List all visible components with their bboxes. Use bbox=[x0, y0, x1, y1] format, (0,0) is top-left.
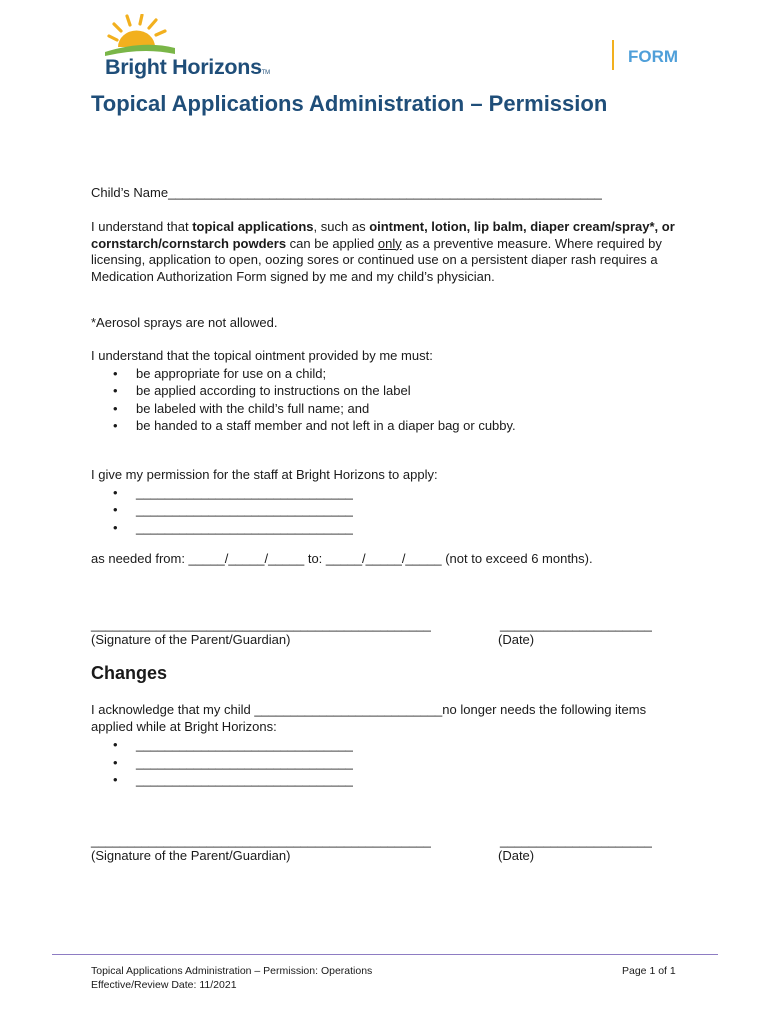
changes-acknowledgement: I acknowledge that my child __________________________no longer needs the following items applied while at Bright Horizons: bbox=[91, 702, 647, 734]
permission-blank[interactable]: • ______________________________ bbox=[113, 519, 353, 535]
changes-blank[interactable]: • ______________________________ bbox=[113, 772, 353, 787]
footer-document-name: Topical Applications Administration – Permission: Operations bbox=[91, 965, 373, 977]
footer-info bbox=[91, 964, 372, 992]
permission-intro: I give my permission for the staff at Bright Horizons to apply: bbox=[91, 467, 438, 482]
page-title: Topical Applications Administration – Permission bbox=[91, 91, 608, 116]
form-tag-divider bbox=[612, 40, 614, 70]
child-name-label: Child’s Name bbox=[91, 185, 169, 200]
parent-signature-label: (Signature of the Parent/Guardian) bbox=[91, 848, 291, 863]
child-name-line[interactable]: __________________________ bbox=[254, 702, 443, 717]
permission-blanks-list bbox=[91, 484, 691, 537]
logo-wordmark: Bright HorizonsTM bbox=[105, 55, 270, 79]
parent-signature-line[interactable]: _______________________________________________ bbox=[91, 833, 431, 848]
ointment-requirements-list bbox=[91, 365, 691, 435]
child-name-field[interactable] bbox=[91, 185, 602, 202]
changes-blank[interactable]: • ______________________________ bbox=[113, 737, 353, 752]
child-name-line[interactable]: ____________________________________________________________ bbox=[168, 185, 602, 200]
ointment-intro: I understand that the topical ointment provided by me must: bbox=[91, 348, 433, 363]
as-needed-dates[interactable]: as needed from: _____/_____/_____ to: _____/_____/_____ (not to exceed 6 months). bbox=[91, 551, 593, 566]
page-number: Page 1 of 1 bbox=[622, 965, 676, 977]
parent-signature-line[interactable]: _______________________________________________ bbox=[91, 617, 431, 632]
ointment-requirements bbox=[91, 348, 691, 435]
list-item: • be applied according to instructions on the label bbox=[113, 383, 411, 398]
date-label: (Date) bbox=[498, 848, 535, 863]
aerosol-note: *Aerosol sprays are not allowed. bbox=[91, 315, 278, 330]
changes-blanks bbox=[91, 736, 691, 789]
form-type-label: FORM bbox=[628, 47, 679, 66]
permission-blank[interactable]: • ______________________________ bbox=[113, 484, 353, 500]
permission-section bbox=[91, 467, 691, 536]
permission-blank[interactable]: • ______________________________ bbox=[113, 502, 353, 517]
parent-signature-label: (Signature of the Parent/Guardian) bbox=[91, 632, 291, 647]
changes-heading: Changes bbox=[91, 663, 168, 683]
list-item: • be handed to a staff member and not left in a diaper bag or cubby. bbox=[113, 418, 516, 433]
list-item: • be appropriate for use on a child; bbox=[113, 365, 327, 381]
topical-applications-paragraph: I understand that topical applications, such as ointment, lotion, lip balm, diaper cream/spray*, or cornstarch/cornstarch powders can be applied only as a preventive measure. Where required by licensing, application to open, oozing sores or continued use on a persistent diaper rash requires a Medication Authorization Form signed by me and my child’s physician. bbox=[91, 219, 675, 284]
list-item: • be labeled with the child’s full name; and bbox=[113, 400, 370, 416]
changes-blank[interactable]: • ______________________________ bbox=[113, 754, 353, 770]
date-label: (Date) bbox=[498, 632, 535, 647]
date-line[interactable]: _____________________ bbox=[500, 617, 652, 632]
footer-divider bbox=[52, 954, 718, 955]
date-line[interactable]: _____________________ bbox=[500, 833, 652, 848]
footer-effective-date: Effective/Review Date: 11/2021 bbox=[91, 979, 237, 991]
changes-blanks-list bbox=[91, 736, 691, 789]
